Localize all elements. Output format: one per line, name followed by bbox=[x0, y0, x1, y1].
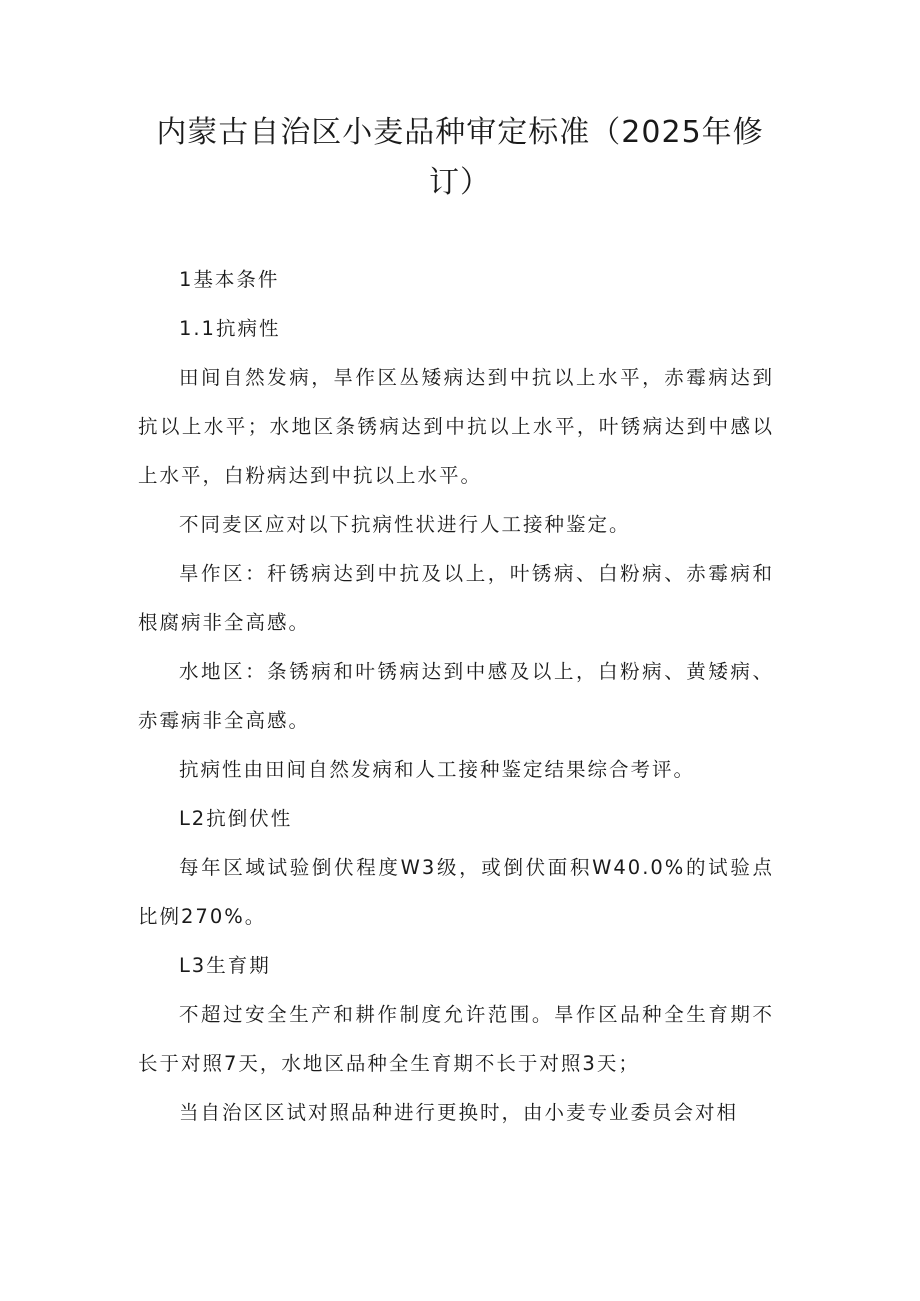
body-paragraph: 不同麦区应对以下抗病性状进行人工接种鉴定。 bbox=[178, 513, 631, 536]
body-paragraph: 不超过安全生产和耕作制度允许范围。旱作区品种全生育期不长于对照7天，水地区品种全生育期不长于对照3天； bbox=[138, 1003, 774, 1075]
body-paragraph: 当自治区区试对照品种进行更换时，由小麦专业委员会对相 bbox=[178, 1101, 738, 1124]
section-heading: 1基本条件 bbox=[178, 268, 280, 291]
section-heading: L3生育期 bbox=[178, 954, 271, 977]
document-body bbox=[138, 255, 774, 1137]
body-paragraph: 旱作区：秆锈病达到中抗及以上，叶锈病、白粉病、赤霉病和根腐病非全高感。 bbox=[138, 562, 774, 634]
body-paragraph: 抗病性由田间自然发病和人工接种鉴定结果综合考评。 bbox=[178, 758, 695, 781]
section-heading: L2抗倒伏性 bbox=[178, 807, 293, 830]
body-paragraph: 每年区域试验倒伏程度W3级，或倒伏面积W40.0%的试验点比例270%。 bbox=[138, 856, 774, 928]
document-title: 内蒙古自治区小麦品种审定标准（2025年修订） bbox=[156, 115, 764, 200]
body-paragraph: 田间自然发病，旱作区丛矮病达到中抗以上水平，赤霉病达到抗以上水平；水地区条锈病达到中抗以上水平，叶锈病达到中感以上水平，白粉病达到中抗以上水平。 bbox=[138, 366, 774, 487]
body-paragraph: 水地区：条锈病和叶锈病达到中感及以上，白粉病、黄矮病、赤霉病非全高感。 bbox=[138, 660, 774, 732]
section-heading: 1.1抗病性 bbox=[178, 317, 281, 340]
